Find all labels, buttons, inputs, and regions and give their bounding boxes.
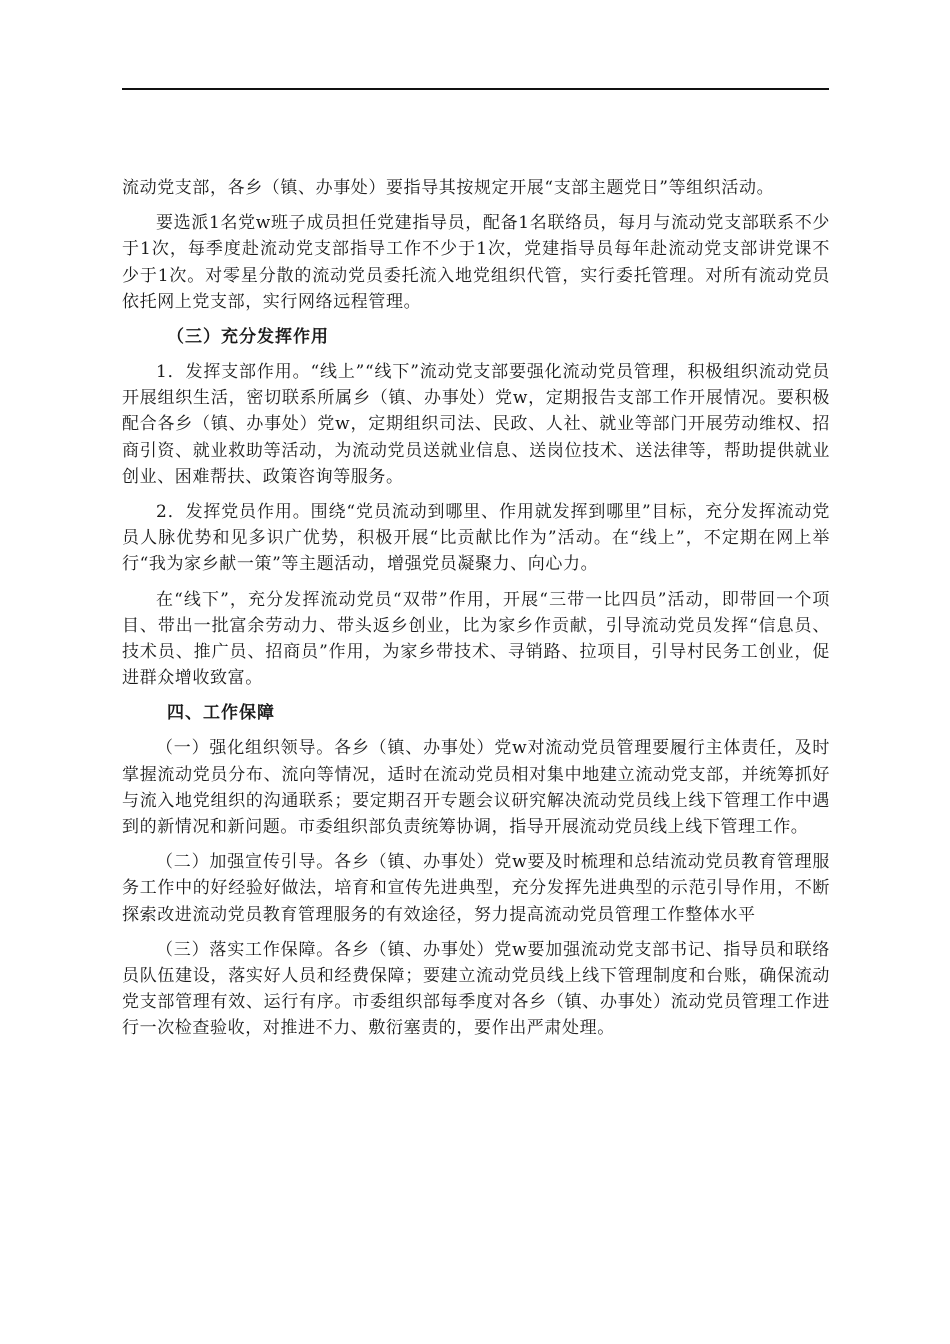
paragraph: 1．发挥支部作用。“线上”“线下”流动党支部要强化流动党员管理，积极组织流动党员开展组织生活，密切联系所属乡（镇、办事处）党w，定期报告支部工作开展情况。要积极配合各乡（镇、办事处）党w，定期组织司法、民政、人社、就业等部门开展劳动维权、招商引资、就业救助等活动，为流动党员送就业信息、送岗位技术、送法律等，帮助提供就业创业、困难帮扶、政策咨询等服务。 xyxy=(122,362,830,487)
paragraph: （一）强化组织领导。各乡（镇、办事处）党w对流动党员管理要履行主体责任，及时掌握流动党员分布、流向等情况，适时在流动党员相对集中地建立流动党支部，并统筹抓好与流入地党组织的沟通联系；要定期召开专题会议研究解决流动党员线上线下管理工作中遇到的新情况和新问题。市委组织部负责统筹协调，指导开展流动党员线上线下管理工作。 xyxy=(122,738,830,838)
section-heading: 四、工作保障 xyxy=(167,703,275,724)
document-body xyxy=(122,175,830,1051)
paragraph: 要选派1名党w班子成员担任党建指导员，配备1名联络员，每月与流动党支部联系不少于1次，每季度赴流动党支部指导工作不少于1次，党建指导员每年赴流动党支部讲党课不少于1次。对零星分散的流动党员委托流入地党组织代管，实行委托管理。对所有流动党员依托网上党支部，实行网络远程管理。 xyxy=(122,213,830,312)
header-rule xyxy=(122,88,829,90)
paragraph: 2．发挥党员作用。围绕“党员流动到哪里、作用就发挥到哪里”目标，充分发挥流动党员人脉优势和见多识广优势，积极开展“比贡献比作为”活动。在“线上”，不定期在网上举行“我为家乡献一策”等主题活动，增强党员凝聚力、向心力。 xyxy=(122,502,830,575)
section-heading: （三）充分发挥作用 xyxy=(167,327,329,348)
paragraph: 流动党支部，各乡（镇、办事处）要指导其按规定开展“支部主题党日”等组织活动。 xyxy=(122,178,775,198)
paragraph: 在“线下”，充分发挥流动党员“双带”作用，开展“三带一比四员”活动，即带回一个项目、带出一批富余劳动力、带头返乡创业，比为家乡作贡献，引导流动党员发挥“信息员、技术员、推广员、招商员”作用，为家乡带技术、寻销路、拉项目，引导村民务工创业，促进群众增收致富。 xyxy=(122,589,830,689)
paragraph: （三）落实工作保障。各乡（镇、办事处）党w要加强流动党支部书记、指导员和联络员队伍建设，落实好人员和经费保障；要建立流动党员线上线下管理制度和台账，确保流动党支部管理有效、运行有序。市委组织部每季度对各乡（镇、办事处）流动党员管理工作进行一次检查验收，对推进不力、敷衍塞责的，要作出严肃处理。 xyxy=(122,939,830,1039)
paragraph: （二）加强宣传引导。各乡（镇、办事处）党w要及时梳理和总结流动党员教育管理服务工作中的好经验好做法，培育和宣传先进典型，充分发挥先进典型的示范引导作用，不断探索改进流动党员教育管理服务的有效途径，努力提高流动党员管理工作整体水平 xyxy=(122,852,830,925)
